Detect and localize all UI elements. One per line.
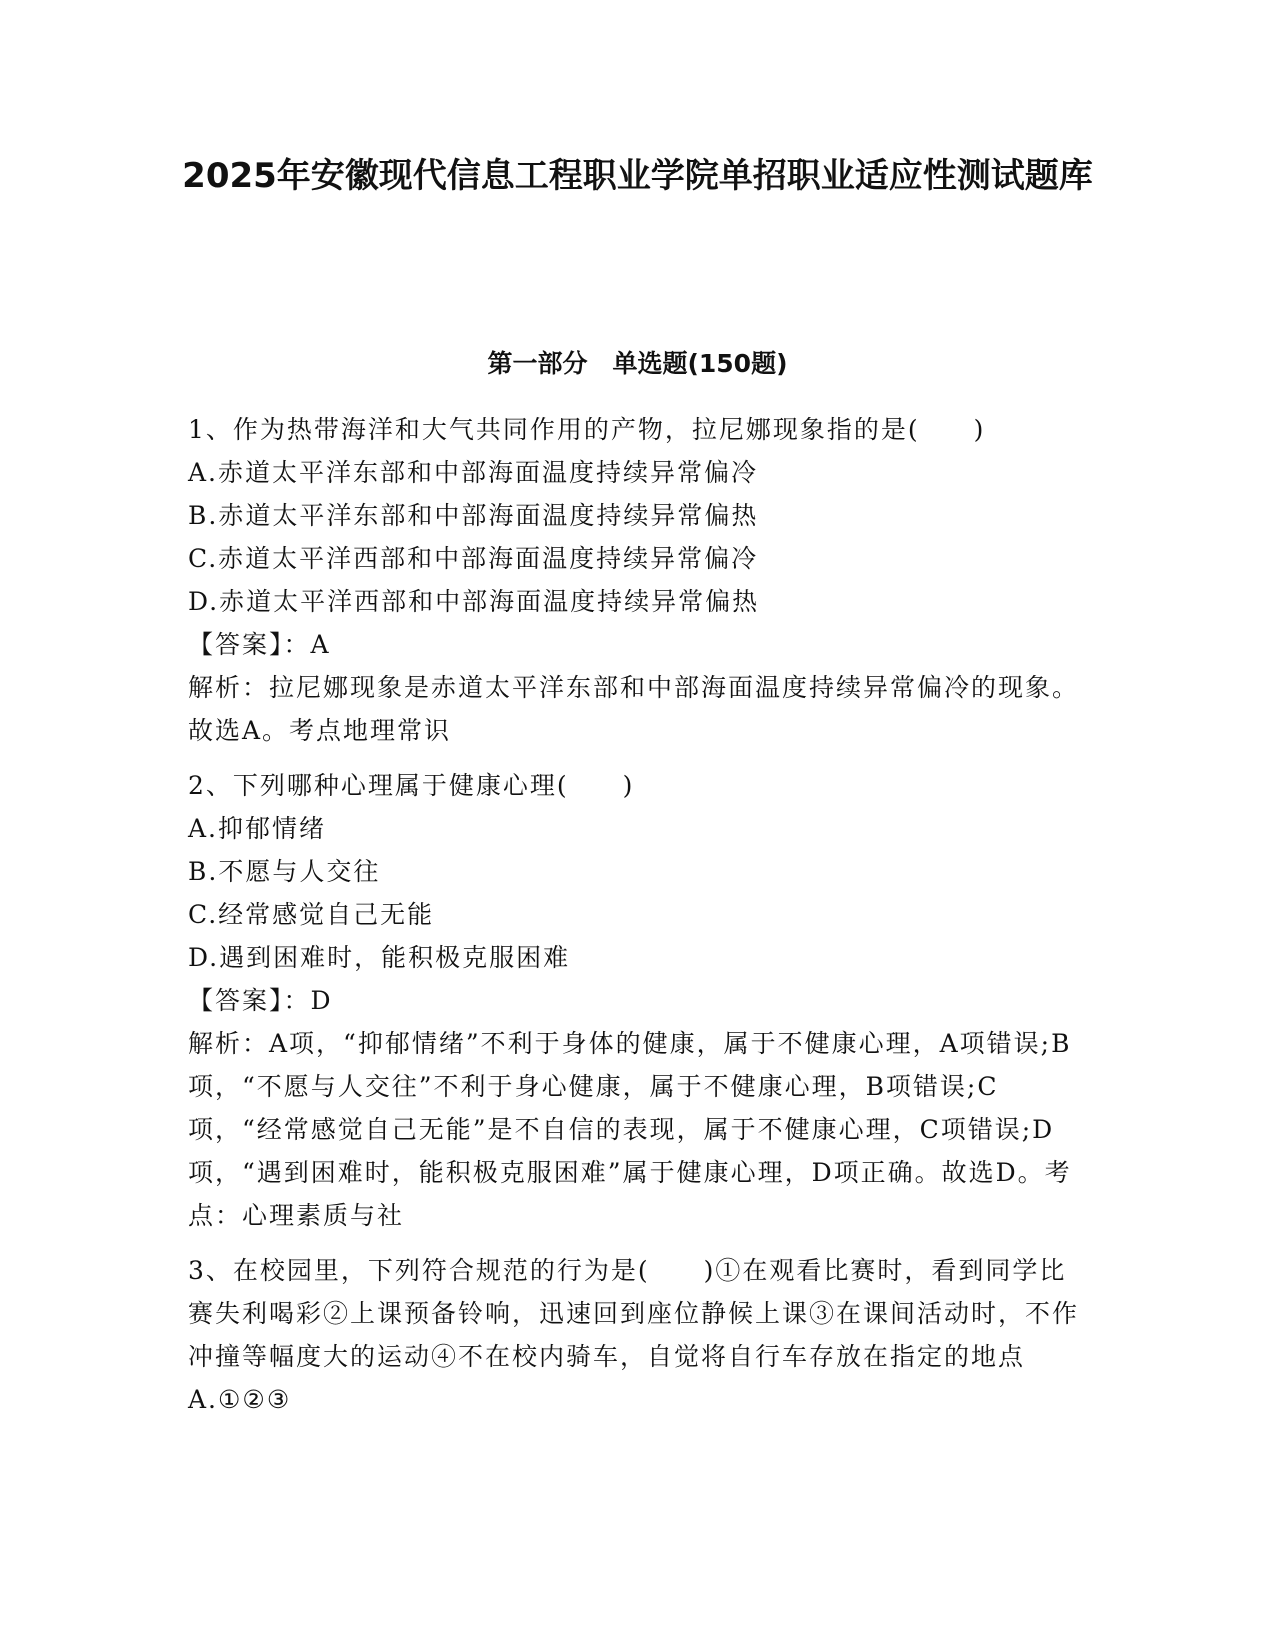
option-c: C.经常感觉自己无能 <box>188 900 435 929</box>
analysis-text: 解析：A项，“抑郁情绪”不利于身体的健康，属于不健康心理，A项错误;B项，“不愿与人交往”不利于身心健康，属于不健康心理，B项错误;C项，“经常感觉自己无能”是不自信的表现，属于不健康心理，C项错误;D项，“遇到困难时，能积极克服困难”属于健康心理，D项正确。故选D。考点：心理素质与社 <box>188 1029 1072 1230</box>
question-3 <box>188 1249 1083 1421</box>
option-d: D.赤道太平洋西部和中部海面温度持续异常偏热 <box>188 587 760 616</box>
document-title: 2025年安徽现代信息工程职业学院单招职业适应性测试题库 <box>182 156 1093 196</box>
analysis-text: 解析：拉尼娜现象是赤道太平洋东部和中部海面温度持续异常偏冷的现象。故选A。考点地理常识 <box>188 673 1080 745</box>
question-1 <box>188 408 1083 752</box>
question-stem: 2、下列哪种心理属于健康心理( ) <box>188 771 635 800</box>
option-list <box>188 1378 1083 1421</box>
option-d: D.遇到困难时，能积极克服困难 <box>188 943 571 972</box>
option-list <box>188 807 1083 979</box>
option-c: C.赤道太平洋西部和中部海面温度持续异常偏冷 <box>188 544 759 573</box>
question-2 <box>188 764 1083 1237</box>
option-list <box>188 451 1083 623</box>
question-stem: 3、在校园里，下列符合规范的行为是( )①在观看比赛时，看到同学比赛失利喝彩②上课预备铃响，迅速回到座位静候上课③在课间活动时，不作冲撞等幅度大的运动④不在校内骑车，自觉将自行车存放在指定的地点 <box>188 1256 1080 1371</box>
option-b: B.不愿与人交往 <box>188 857 381 886</box>
option-b: B.赤道太平洋东部和中部海面温度持续异常偏热 <box>188 501 759 530</box>
answer-label: 【答案】：A <box>188 630 331 659</box>
option-a: A.①②③ <box>188 1385 292 1414</box>
question-list <box>188 408 1083 1433</box>
option-a: A.抑郁情绪 <box>188 814 327 843</box>
option-a: A.赤道太平洋东部和中部海面温度持续异常偏冷 <box>188 458 759 487</box>
answer-label: 【答案】：D <box>188 986 333 1015</box>
question-stem: 1、作为热带海洋和大气共同作用的产物，拉尼娜现象指的是( ) <box>188 415 986 444</box>
section-heading: 第一部分 单选题(150题) <box>487 349 788 378</box>
